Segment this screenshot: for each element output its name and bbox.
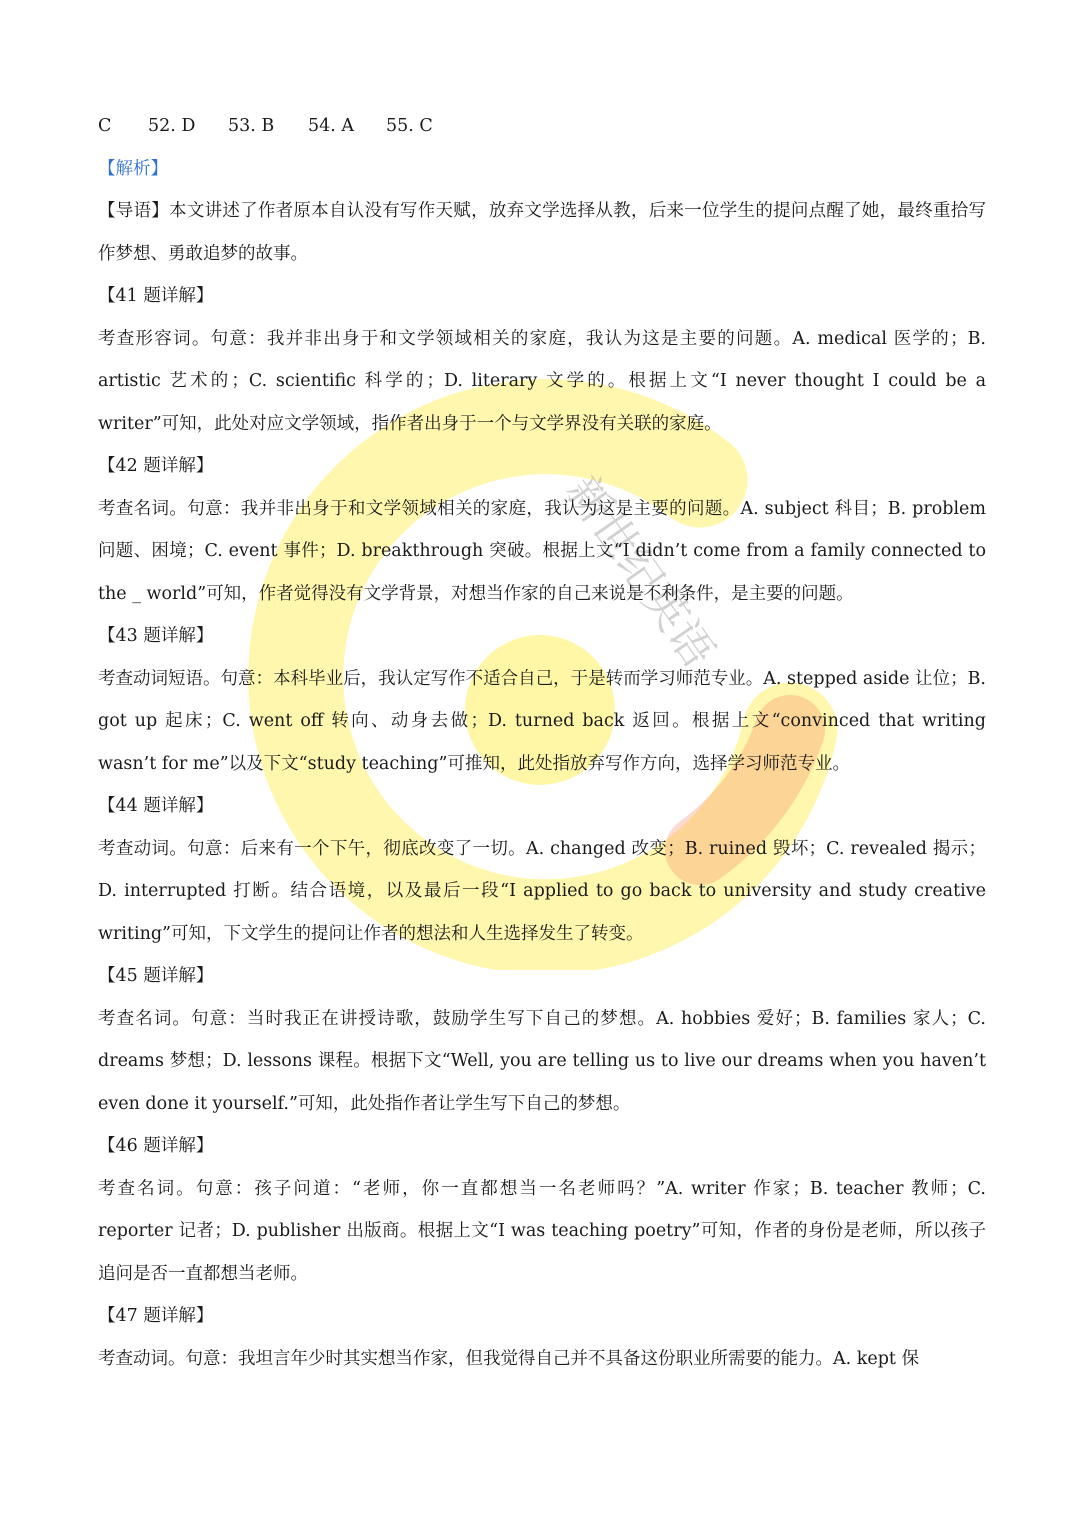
section-text: 考查形容词。句意：我并非出身于和文学领域相关的家庭，我认为这是主要的问题。A. medical 医学的；B. artistic 艺术的；C. scientific 科学的；D. literary 文学的。根据上文“I never thought I could be a writer”可知，此处对应文学领域，指作者出身于一个与文学界没有关联的家庭。 — [98, 328, 986, 434]
watermark-text: 新世纪英语 — [555, 467, 724, 677]
intro-paragraph: 【导语】本文讲述了作者原本自认没有写作天赋，放弃文学选择从教，后来一位学生的提问点醒了她，最终重拾写作梦想、勇敢追梦的故事。 — [98, 201, 986, 264]
section-41 — [98, 275, 986, 445]
section-heading: 【44 题详解】 — [98, 796, 214, 816]
section-text: 考查动词短语。句意：本科毕业后，我认定写作不适合自己，于是转而学习师范专业。A. stepped aside 让位；B. got up 起床；C. went off 转向、动身去做；D. turned back 返回。根据上文“convinced that writing wasn’t for me”以及下文“study teaching”可推知，此处指放弃写作方向，选择学习师范专业。 — [98, 668, 986, 774]
section-42 — [98, 445, 986, 615]
answer-item: 55. C — [386, 116, 433, 136]
section-heading: 【46 题详解】 — [98, 1136, 214, 1156]
answer-item: C — [98, 116, 112, 136]
section-43 — [98, 615, 986, 785]
section-47 — [98, 1295, 986, 1380]
answer-item: 53. B — [228, 116, 275, 136]
section-text: 考查名词。句意：孩子问道：“老师，你一直都想当一名老师吗？”A. writer 作家；B. teacher 教师；C. reporter 记者；D. publisher 出版商。根据上文“I was teaching poetry”可知，作者的身份是老师，所以孩子追问是否一直都想当老师。 — [98, 1178, 986, 1284]
section-text: 考查名词。句意：我并非出身于和文学领域相关的家庭，我认为这是主要的问题。A. subject 科目；B. problem 问题、困境；C. event 事件；D. breakthrough 突破。根据上文“I didn’t come from a family connected to the _ world”可知，作者觉得没有文学背景，对想当作家的自己来说是不利条件，是主要的问题。 — [98, 498, 986, 604]
section-text: 考查动词。句意：后来有一个下午，彻底改变了一切。A. changed 改变；B. ruined 毁坏；C. revealed 揭示；D. interrupted 打断。结合语境，以及最后一段“I applied to go back to university and study creative writing”可知，下文学生的提问让作者的想法和人生选择发生了转变。 — [98, 838, 986, 944]
analysis-label: 【解析】 — [98, 158, 168, 179]
answer-item: 52. D — [148, 116, 196, 136]
section-45 — [98, 955, 986, 1125]
section-heading: 【45 题详解】 — [98, 966, 214, 986]
section-heading: 【47 题详解】 — [98, 1306, 214, 1326]
answer-row — [98, 105, 986, 148]
section-46 — [98, 1125, 986, 1295]
section-heading: 【42 题详解】 — [98, 456, 214, 476]
section-heading: 【43 题详解】 — [98, 626, 214, 646]
section-text: 考查动词。句意：我坦言年少时其实想当作家，但我觉得自己并不具备这份职业所需要的能力。A. kept 保 — [98, 1348, 920, 1369]
section-heading: 【41 题详解】 — [98, 286, 214, 306]
document-body — [98, 105, 986, 1380]
section-text: 考查名词。句意：当时我正在讲授诗歌，鼓励学生写下自己的梦想。A. hobbies 爱好；B. families 家人；C. dreams 梦想；D. lessons 课程。根据下文“Well, you are telling us to live our dreams when you haven’t even done it yourself.”可知，此处指作者让学生写下自己的梦想。 — [98, 1008, 986, 1114]
section-44 — [98, 785, 986, 955]
answer-item: 54. A — [308, 116, 355, 136]
